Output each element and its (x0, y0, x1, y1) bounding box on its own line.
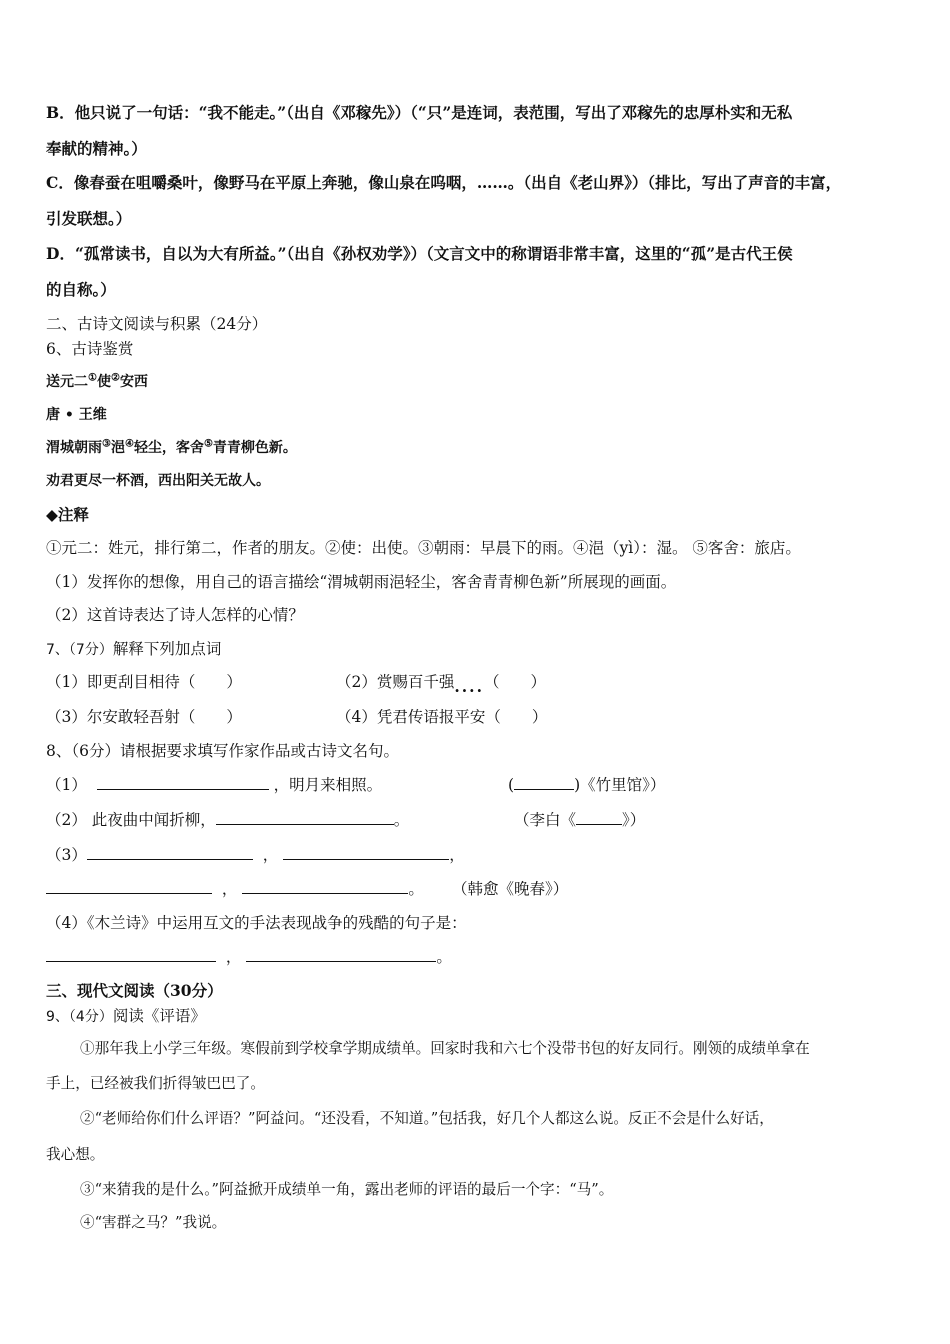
poem-title: 送元二①使②安西 (46, 372, 148, 390)
q8-line4-source: （韩愈《晚春》） (452, 880, 569, 898)
q7-item3: （3）尔安敢轻吾射（ ） (46, 708, 242, 726)
notes-heading: ◆注释 (46, 505, 89, 524)
q9-para2-line2: 我心想。 (46, 1146, 105, 1163)
answer-blank[interactable] (242, 879, 408, 894)
section-3-title: 三、现代文阅读（30分） (46, 981, 223, 1000)
q8-line6: ， 。 (46, 947, 452, 967)
q9-para2-line1: ②“老师给你们什么评语？”阿益问。“还没看，不知道。”包括我，好几个人都这么说。反正不会是什么好话， (80, 1110, 774, 1127)
q9-title: 9、（4分）阅读《评语》 (46, 1007, 206, 1025)
q7-item1: （1）即更刮目相待（ ） (46, 673, 242, 691)
option-b-line2: 奉献的精神。） (46, 139, 147, 158)
answer-blank[interactable] (576, 810, 622, 825)
option-d-line2: 的自称。） (46, 280, 116, 299)
poem-author: 唐 • 王维 (46, 407, 107, 423)
q9-para3: ③“来猜我的是什么。”阿益掀开成绩单一角，露出老师的评语的最后一个字：“马”。 (80, 1181, 614, 1198)
q9-para1-line2: 手上，已经被我们折得皱巴巴了。 (46, 1075, 265, 1092)
answer-blank[interactable] (283, 845, 449, 860)
q8-line2-source: （李白《 》） (514, 811, 646, 829)
q9-para4: ④“害群之马？”我说。 (80, 1214, 227, 1231)
option-c-line2: 引发联想。） (46, 209, 132, 228)
answer-blank[interactable] (216, 810, 394, 825)
q6-title: 6、古诗鉴赏 (46, 340, 134, 358)
q7-item2: （2）赏赐百千强....（ ） (336, 673, 546, 696)
q8-line3: （3） ， ， (46, 846, 465, 864)
q8-line1: （1） ，明月来相照。 (46, 776, 383, 794)
poem-line-1: 渭城朝雨③浥④轻尘，客舍⑤青青柳色新。 (46, 438, 297, 456)
option-d-line1: D．“孤常读书，自以为大有所益。”（出自《孙权劝学》）（文言文中的称谓语非常丰富，这里的“孤”是古代王侯 (46, 244, 793, 263)
answer-blank[interactable] (514, 775, 574, 790)
answer-blank[interactable] (97, 775, 269, 790)
answer-blank[interactable] (46, 947, 216, 962)
q8-line5: （4）《木兰诗》中运用互文的手法表现战争的残酷的句子是： (46, 914, 467, 932)
q8-line1-source: ( )《竹里馆》） (508, 776, 666, 794)
answer-blank[interactable] (46, 879, 212, 894)
q7-item4: （4）凭君传语报平安（ ） (336, 708, 548, 726)
poem-line-2: 劝君更尽一杯酒，西出阳关无故人。 (46, 473, 270, 489)
q6-sub2: （2）这首诗表达了诗人怎样的心情？ (46, 606, 304, 624)
option-b-line1: B．他只说了一句话：“我不能走。”（出自《邓稼先》）（“只”是连词，表范围，写出了邓稼先的忠厚朴实和无私 (46, 103, 793, 122)
q8-title: 8、（6分）请根据要求填写作家作品或古诗文名句。 (46, 742, 399, 760)
q6-sub1: （1）发挥你的想像，用自己的语言描绘“渭城朝雨浥轻尘，客舍青青柳色新”所展现的画面。 (46, 573, 677, 591)
q9-para1-line1: ①那年我上小学三年级。寒假前到学校拿学期成绩单。回家时我和六七个没带书包的好友同行。刚领的成绩单拿在 (80, 1040, 810, 1057)
q8-line2: （2） 此夜曲中闻折柳， 。 (46, 811, 410, 829)
q8-line4: ， 。 (46, 879, 424, 899)
answer-blank[interactable] (246, 947, 436, 962)
q7-title: 7、（7分）解释下列加点词 (46, 640, 222, 658)
section-2-title: 二、古诗文阅读与积累（24分） (46, 315, 268, 333)
option-c-line1: C．像春蚕在咀嚼桑叶，像野马在平原上奔驰，像山泉在呜咽，……。（出自《老山界》）（排比，写出了声音的丰富， (46, 173, 842, 192)
answer-blank[interactable] (87, 845, 253, 860)
notes-text: ①元二：姓元，排行第二，作者的朋友。②使：出使。③朝雨：早晨下的雨。④浥（yì）：湿。 ⑤客舍：旅店。 (46, 539, 801, 557)
